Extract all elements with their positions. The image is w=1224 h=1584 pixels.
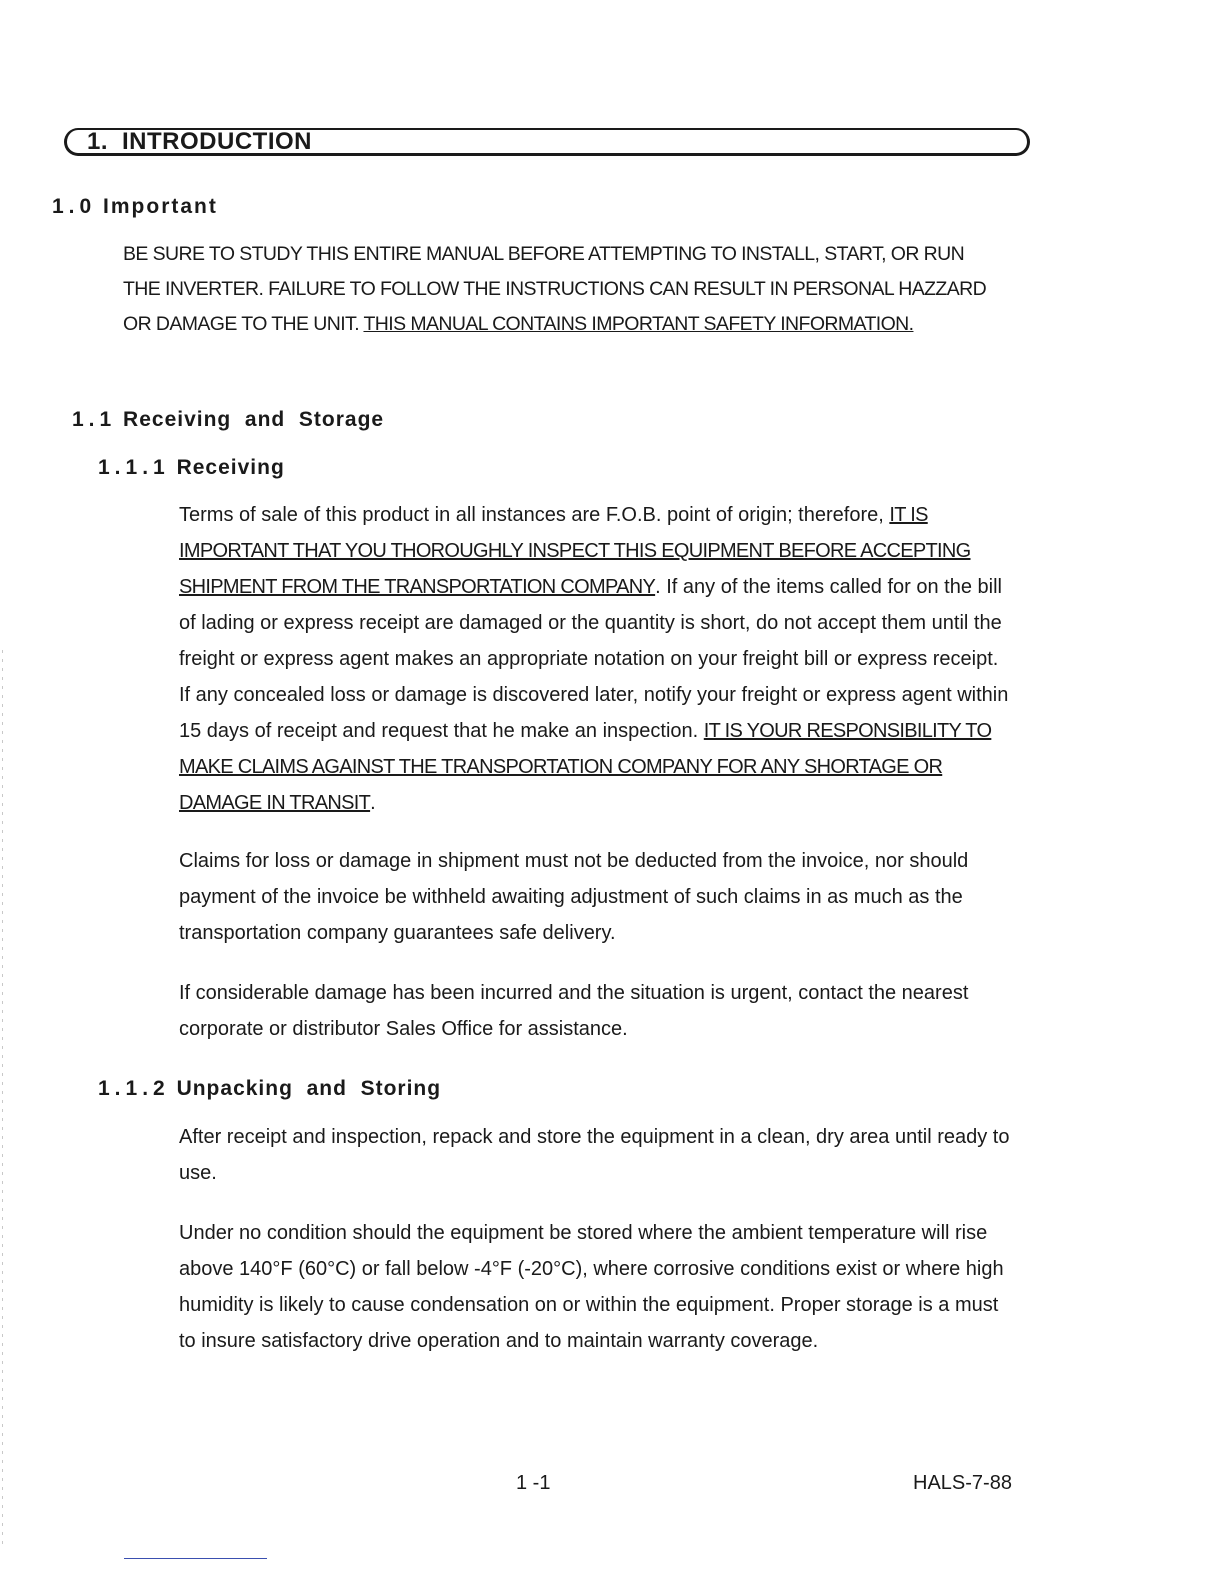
unpacking-paragraph-1: After receipt and inspection, repack and store the equipment in a clean, dry area until ready to use. (179, 1126, 1010, 1184)
section-number: 1.1 (72, 408, 117, 431)
section-title: Unpacking and Storing (176, 1077, 442, 1100)
important-text: BE SURE TO STUDY THIS ENTIRE MANUAL BEFORE ATTEMPTING TO INSTALL, START, OR RUN THE INVERTER. FAILURE TO FOLLOW THE INSTRUCTIONS CAN RESULT IN PERSONAL HAZZARD OR DAMAGE TO THE UNIT. (123, 243, 987, 335)
chapter-title-text: INTRODUCTION (122, 128, 312, 155)
section-heading-1-0 (52, 195, 218, 219)
receiving-paragraph-2: Claims for loss or damage in shipment must not be deducted from the invoice, nor should payment of the invoice be withheld awaiting adjustment of such claims in as much as the transportation company guarantees safe delivery. (179, 850, 969, 944)
section-title: Receiving and Storage (123, 408, 385, 431)
storage-conditions-paragraph: Under no condition should the equipment be stored where the ambient temperature will rise above 140°F (60°C) or fall below -4°F (-20°C), where corrosive conditions exist or where high humidity is likely to cause condensation on or within the equipment. Proper storage is a must to insure satisfactory drive operation and to maintain warranty coverage. (179, 1222, 1004, 1352)
footnote-rule (124, 1558, 267, 1559)
section-heading-1-1 (72, 408, 384, 432)
receiving-text-e: . (370, 792, 376, 814)
safety-info-underlined: THIS MANUAL CONTAINS IMPORTANT SAFETY INFORMATION. (363, 313, 914, 335)
section-number: 1.1.2 (98, 1077, 170, 1100)
scan-edge-artifact (2, 650, 3, 1550)
claims-warning-underlined: IT IS YOUR RESPONSIBILITY TO MAKE CLAIMS AGAINST THE TRANSPORTATION COMPANY FOR ANY SHORTAGE OR DAMAGE IN TRANSIT (179, 720, 992, 814)
section-heading-1-1-2 (98, 1077, 441, 1101)
page-number: 1 -1 (516, 1472, 551, 1494)
chapter-banner (64, 128, 1030, 156)
section-number: 1.1.1 (98, 456, 170, 479)
important-notice (123, 237, 1003, 342)
section-title: Receiving (176, 456, 285, 479)
receiving-paragraph-3: If considerable damage has been incurred and the situation is urgent, contact the nearest corporate or distributor Sales Office for assistance. (179, 982, 969, 1040)
chapter-title (87, 128, 312, 156)
section-title: Important (103, 195, 218, 218)
receiving-text-a: Terms of sale of this product in all instances are F.O.B. point of origin; therefore, (179, 504, 890, 526)
chapter-number: 1. (87, 128, 109, 155)
section-heading-1-1-1 (98, 456, 285, 480)
section-number: 1.0 (52, 195, 97, 218)
inspect-warning-underlined: IT IS IMPORTANT THAT YOU THOROUGHLY INSPECT THIS EQUIPMENT BEFORE ACCEPTING SHIPMENT FROM THE TRANSPORTATION COMPANY (179, 504, 971, 598)
document-id: HALS-7-88 (913, 1472, 1012, 1494)
receiving-paragraph-1 (179, 497, 1014, 821)
receiving-text-c: . If any of the items called for on the bill of lading or express receipt are damaged or the quantity is short, do not accept them until the freight or express agent makes an appropriate notation on your freight bill or express receipt. If any concealed loss or damage is discovered later, notify your freight or express agent within 15 days of receipt and request that he make an inspection. (179, 576, 1009, 742)
